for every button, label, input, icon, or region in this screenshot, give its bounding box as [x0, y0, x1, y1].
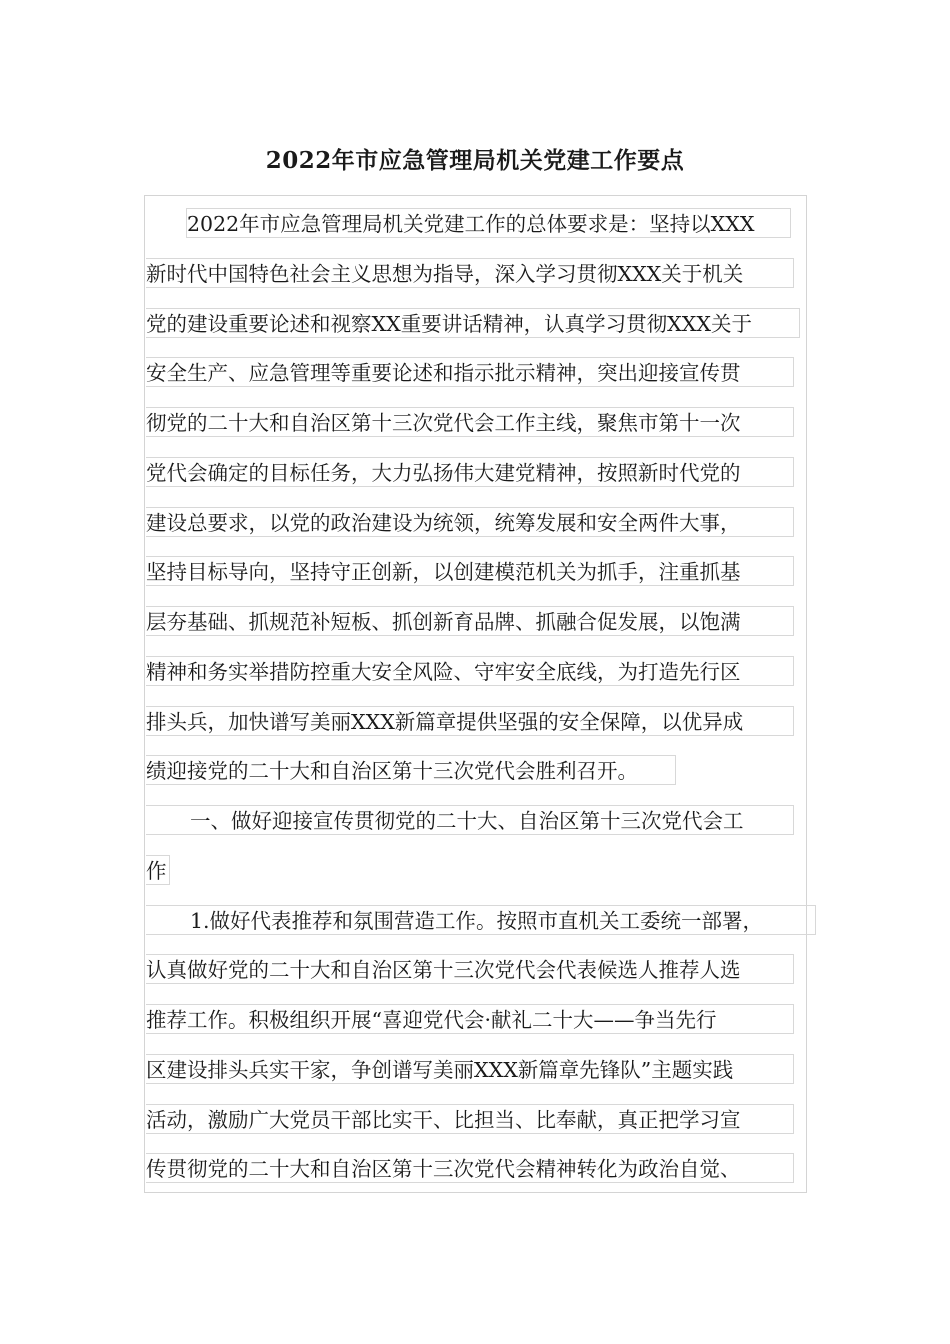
paragraph-line: 精神和务实举措防控重大安全风险、守牢安全底线，为打造先行区 [146, 656, 794, 686]
paragraph-line: 新时代中国特色社会主义思想为指导，深入学习贯彻XXX关于机关 [146, 258, 794, 288]
paragraph-line: 区建设排头兵实干家，争创谱写美丽XXX新篇章先锋队”主题实践 [146, 1054, 794, 1084]
paragraph-line: 排头兵，加快谱写美丽XXX新篇章提供坚强的安全保障，以优异成 [146, 706, 794, 736]
paragraph-line: 推荐工作。积极组织开展“喜迎党代会·献礼二十大——争当先行 [146, 1004, 794, 1034]
content-frame [144, 195, 807, 1193]
paragraph-line: 1.做好代表推荐和氛围营造工作。按照市直机关工委统一部署， [146, 905, 816, 935]
paragraph-line: 作 [146, 855, 170, 885]
paragraph-line: 层夯基础、抓规范补短板、抓创新育品牌、抓融合促发展，以饱满 [146, 606, 794, 636]
paragraph-line: 党的建设重要论述和视察XX重要讲话精神，认真学习贯彻XXX关于 [146, 308, 800, 338]
paragraph-line: 2022年市应急管理局机关党建工作的总体要求是：坚持以XXX [186, 208, 791, 238]
paragraph-line: 活动，激励广大党员干部比实干、比担当、比奉献，真正把学习宣 [146, 1104, 794, 1134]
paragraph-line: 坚持目标导向，坚持守正创新，以创建模范机关为抓手，注重抓基 [146, 556, 794, 586]
paragraph-line: 彻党的二十大和自治区第十三次党代会工作主线，聚焦市第十一次 [146, 407, 794, 437]
paragraph-line: 绩迎接党的二十大和自治区第十三次党代会胜利召开。 [146, 755, 676, 785]
paragraph-line: 一、做好迎接宣传贯彻党的二十大、自治区第十三次党代会工 [146, 805, 794, 835]
document-title: 2022年市应急管理局机关党建工作要点 [265, 147, 685, 174]
paragraph-line: 安全生产、应急管理等重要论述和指示批示精神，突出迎接宣传贯 [146, 357, 794, 387]
paragraph-line: 建设总要求，以党的政治建设为统领，统筹发展和安全两件大事， [146, 507, 794, 537]
paragraph-line: 认真做好党的二十大和自治区第十三次党代会代表候选人推荐人选 [146, 954, 794, 984]
paragraph-line: 党代会确定的目标任务，大力弘扬伟大建党精神，按照新时代党的 [146, 457, 794, 487]
paragraph-line: 传贯彻党的二十大和自治区第十三次党代会精神转化为政治自觉、 [146, 1153, 794, 1183]
